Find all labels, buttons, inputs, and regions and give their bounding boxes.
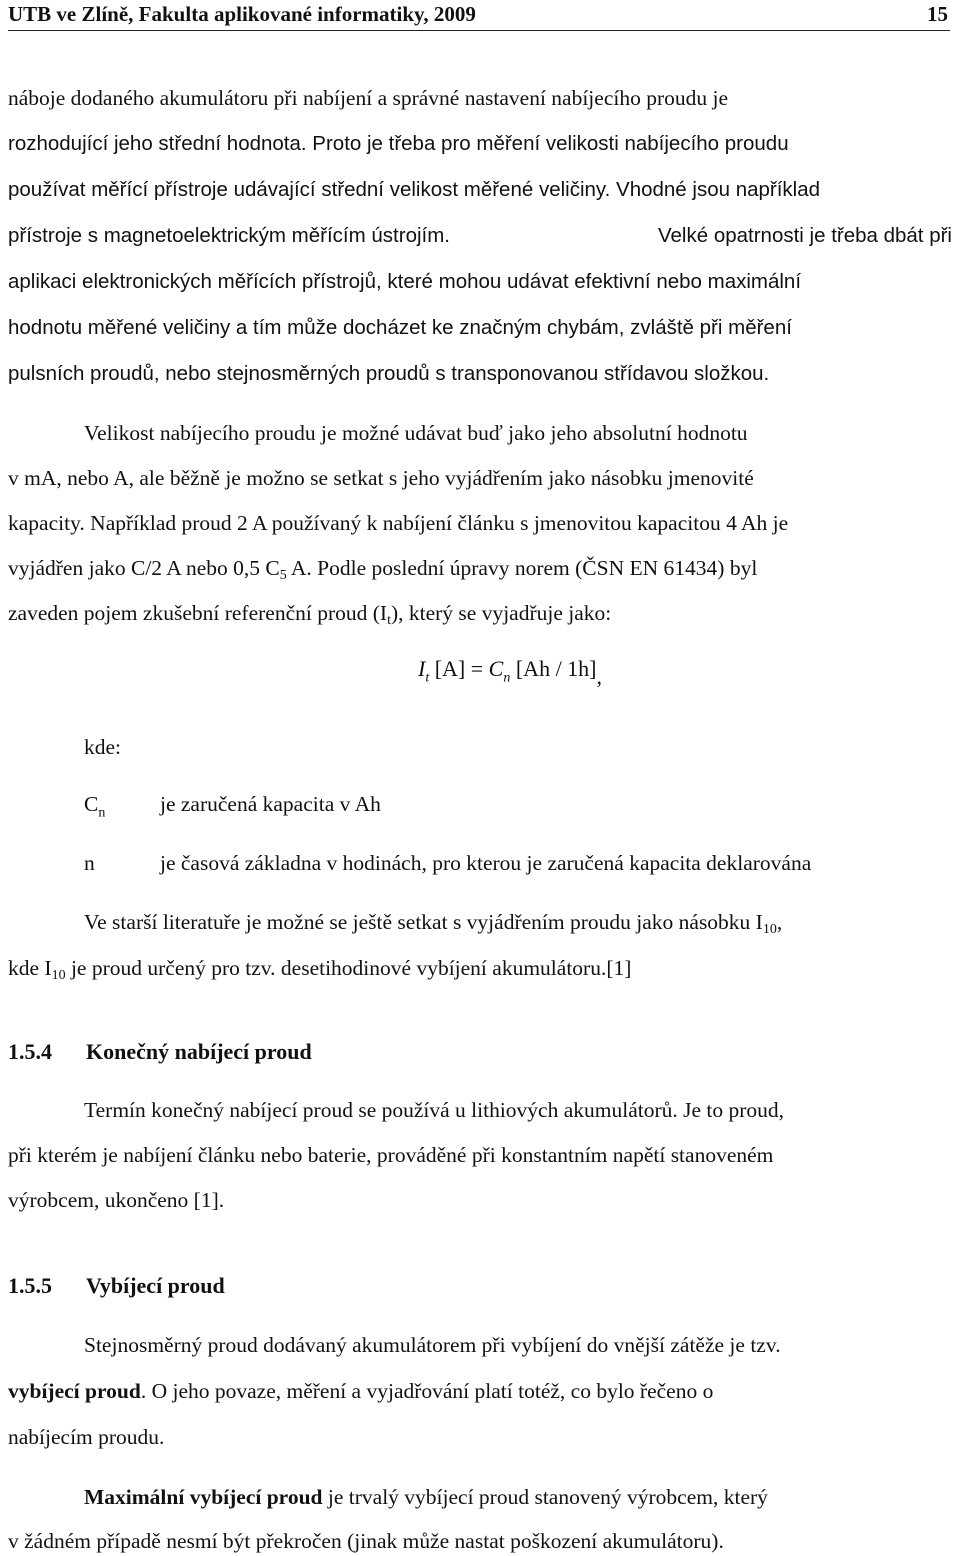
section-heading: 1.5.4 Konečný nabíjecí proud <box>8 1039 312 1064</box>
paragraph-line: vyjádřen jako C/2 A nebo 0,5 $C_5$ A. Podle poslední úpravy norem (ČSN EN 61434) byl <box>8 556 758 583</box>
paragraph-line: náboje dodaného akumulátoru při nabíjení a správné nastavení nabíjecího proudu je <box>8 86 729 110</box>
paragraph-line: při kterém je nabíjení článku nebo baterie, prováděné při konstantním napětí stanoveném <box>8 1143 774 1167</box>
where-label: kde: <box>84 735 122 759</box>
term-n-description: je časová základna v hodinách, pro kterou je zaručená kapacita deklarována <box>160 851 812 875</box>
paragraph-line: Velikost nabíjecího proudu je možné udávat buď jako jeho absolutní hodnotu <box>84 421 748 445</box>
paragraph-line: zaveden pojem zkušební referenční proud $(I_t)$, který se vyjadřuje jako: <box>8 601 612 628</box>
paragraph-line: Stejnosměrný proud dodávaný akumulátorem při vybíjení do vnější zátěže je tzv. <box>84 1333 781 1357</box>
term-n: n <box>84 851 95 875</box>
paragraph-line: používat měřící přístroje udávající střední velikost měřené veličiny. Vhodné jsou například <box>8 178 821 201</box>
paragraph-line: přístroje s magnetoelektrickým měřícím ústrojím. Velké opatrnosti je třeba dbát při <box>8 224 952 247</box>
paragraph-line: v mA, nebo A, ale běžně je možno se setkat s jeho vyjádřením jako násobku jmenovité <box>8 466 754 490</box>
paragraph-line: aplikaci elektronických měřících přístrojů, které mohou udávat efektivní nebo maximální <box>8 270 802 293</box>
paragraph-line: kde $I_{10}$ je proud určený pro tzv. desetihodinové vybíjení akumulátoru.[1] <box>8 956 632 983</box>
section-heading: 1.5.5 Vybíjecí proud <box>8 1273 225 1298</box>
paragraph-line: v žádném případě nesmí být překročen (jinak může nastat poškození akumulátoru). <box>8 1529 724 1553</box>
paragraph-line: hodnotu měřené veličiny a tím může docházet ke značným chybám, zvláště při měření <box>8 316 792 339</box>
paragraph-line: vybíjecí proud. O jeho povaze, měření a vyjadřování platí totéž, co bylo řečeno o <box>8 1379 714 1403</box>
term-cn: $C_n$ <box>84 792 106 821</box>
paragraph-line: pulsních proudů, nebo stejnosměrných proudů s transponovanou střídavou složkou. <box>8 362 770 385</box>
page-number: 15 <box>927 2 948 26</box>
term-cn-description: je zaručená kapacita v Ah <box>160 792 381 816</box>
paragraph-line: Termín konečný nabíjecí proud se používá u lithiových akumulátorů. Je to proud, <box>84 1098 785 1122</box>
header-title: UTB ve Zlíně, Fakulta aplikované informatiky, 2009 <box>8 2 476 26</box>
paragraph-line: Maximální vybíjecí proud je trvalý vybíjecí proud stanovený výrobcem, který <box>84 1485 768 1509</box>
page-header <box>8 0 950 31</box>
paragraph-line: kapacity. Například proud 2 A používaný k nabíjení článku s jmenovitou kapacitou 4 Ah je <box>8 511 789 535</box>
paragraph-line: rozhodující jeho střední hodnota. Proto je třeba pro měření velikosti nabíjecího proudu <box>8 132 789 155</box>
formula: $I_t$ $[A] = C_n$ [Ah / 1h], <box>418 656 603 689</box>
paragraph-line: nabíjecím proudu. <box>8 1425 165 1449</box>
paragraph-line: Ve starší literatuře je možné se ještě setkat s vyjádřením proudu jako násobku $I_{10}$, <box>84 910 783 937</box>
paragraph-line: výrobcem, ukončeno [1]. <box>8 1188 225 1212</box>
